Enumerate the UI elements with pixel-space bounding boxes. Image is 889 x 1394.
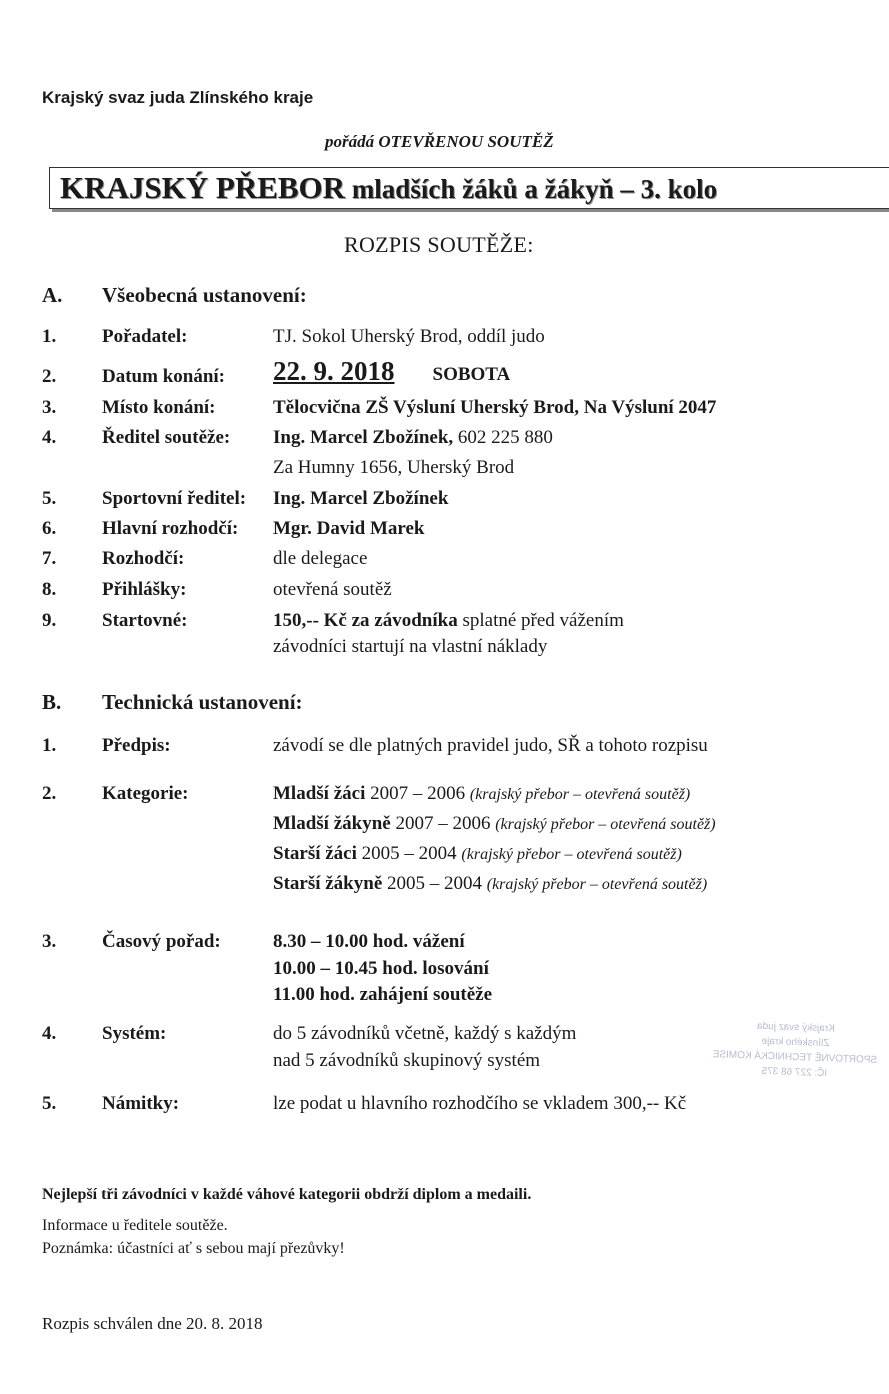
stamp-line: Krajský svaz juda: [756, 1020, 835, 1035]
item-b3-label: Časový pořad:: [102, 931, 221, 952]
item-a3-value: Tělocvična ZŠ Výsluní Uherský Brod, Na Výsluní 2047: [273, 397, 717, 418]
category-row: [273, 843, 682, 865]
category-note: (krajský přebor – otevřená soutěž): [461, 846, 682, 863]
item-a7-value: dle delegace: [273, 548, 368, 569]
item-a4-address: Za Humny 1656, Uherský Brod: [273, 457, 515, 478]
item-a4-value: [273, 427, 553, 449]
item-a8-label: Přihlášky:: [102, 579, 187, 600]
stamp-imprint: [704, 1017, 886, 1091]
event-day: SOBOTA: [432, 364, 511, 385]
item-a9-label: Startovné:: [102, 610, 188, 631]
item-a5-value: Ing. Marcel Zbožínek: [273, 488, 449, 509]
item-a4-num: 4.: [42, 427, 57, 448]
category-note: (krajský přebor – otevřená soutěž): [486, 876, 708, 893]
awards-note: Nejlepší tři závodníci v každé váhové kategorii obdrží diplom a medaili.: [42, 1186, 532, 1203]
item-a2-label: Datum konání:: [102, 366, 225, 387]
item-a1-num: 1.: [42, 326, 57, 347]
schedule-row: 8.30 – 10.00 hod. vážení: [273, 931, 465, 952]
item-b1-label: Předpis:: [102, 735, 171, 756]
item-a2-num: 2.: [42, 366, 57, 387]
title-box: [49, 167, 889, 209]
system-row: do 5 závodníků včetně, každý s každým: [273, 1023, 577, 1044]
section-b-title: Technická ustanovení:: [102, 690, 303, 714]
item-b1-value: závodí se dle platných pravidel judo, SŘ a tohoto rozpisu: [273, 735, 708, 756]
organization-name: Krajský svaz juda Zlínského kraje: [42, 88, 314, 107]
item-b5-value: lze podat u hlavního rozhodčího se vkladem 300,-- Kč: [273, 1093, 687, 1114]
section-a-letter: A.: [42, 283, 63, 307]
category-years: 2007 – 2006: [390, 813, 496, 834]
fee-amount: 150,-- Kč za závodníka: [273, 610, 458, 631]
item-b5-label: Námitky:: [102, 1093, 180, 1114]
item-b1-num: 1.: [42, 735, 57, 756]
item-a6-value: Mgr. David Marek: [273, 518, 425, 539]
schedule-row: 11.00 hod. zahájení soutěže: [273, 984, 493, 1005]
item-a8-value: otevřená soutěž: [273, 579, 392, 600]
category-row: [273, 873, 707, 895]
fee-note: splatné před vážením: [457, 610, 624, 631]
item-a9-num: 9.: [42, 610, 57, 631]
item-a3-num: 3.: [42, 397, 57, 418]
item-a6-label: Hlavní rozhodčí:: [102, 518, 239, 539]
director-name: Ing. Marcel Zbožínek,: [273, 427, 454, 448]
item-a4-label: Ředitel soutěže:: [102, 427, 231, 448]
page-title: [60, 170, 717, 206]
item-a1-label: Pořadatel:: [102, 326, 188, 347]
director-phone: 602 225 880: [453, 427, 553, 448]
category-years: 2005 – 2004: [356, 843, 462, 864]
item-a3-label: Místo konání:: [102, 397, 216, 418]
approval-date: Rozpis schválen dne 20. 8. 2018: [42, 1314, 263, 1333]
item-a5-num: 5.: [42, 488, 57, 509]
item-a5-label: Sportovní ředitel:: [102, 488, 247, 509]
stamp-line: Zlínského kraje: [761, 1035, 830, 1050]
section-b-letter: B.: [42, 690, 62, 714]
title-rest: mladších žáků a žákyň – 3. kolo: [345, 174, 718, 204]
item-a1-value: TJ. Sokol Uherský Brod, oddíl judo: [273, 326, 545, 347]
organizes-line: pořádá OTEVŘENOU SOUTĚŽ: [325, 132, 554, 151]
item-b3-num: 3.: [42, 931, 57, 952]
item-a9-value: [273, 610, 624, 632]
item-a8-num: 8.: [42, 579, 57, 600]
category-note: (krajský přebor – otevřená soutěž): [495, 816, 716, 833]
category-years: 2005 – 2004: [382, 873, 487, 894]
stamp-line: IČ: 227 68 375: [761, 1065, 828, 1080]
category-name: Starší žákyně: [273, 873, 383, 894]
schedule-row: 10.00 – 10.45 hod. losování: [273, 958, 489, 979]
item-a6-num: 6.: [42, 518, 57, 539]
category-name: Mladší žákyně: [273, 813, 391, 834]
category-row: [273, 783, 690, 805]
item-b4-label: Systém:: [102, 1023, 167, 1044]
item-b5-num: 5.: [42, 1093, 57, 1114]
info-note: Informace u ředitele soutěže.: [42, 1217, 228, 1234]
item-a9-line2: závodníci startují na vlastní náklady: [273, 636, 548, 657]
item-a7-num: 7.: [42, 548, 57, 569]
stamp-line: SPORTOVNĚ TECHNICKÁ KOMISE: [712, 1049, 878, 1066]
category-note: (krajský přebor – otevřená soutěž): [469, 786, 691, 803]
event-date: 22. 9. 2018: [273, 356, 395, 386]
item-a7-label: Rozhodčí:: [102, 548, 185, 569]
category-row: [273, 813, 716, 835]
category-name: Mladší žáci: [273, 783, 366, 804]
remark-note: Poznámka: účastníci ať s sebou mají přezůvky!: [42, 1240, 345, 1257]
section-a-title: Všeobecná ustanovení:: [102, 283, 307, 307]
system-row: nad 5 závodníků skupinový systém: [273, 1050, 541, 1071]
subtitle: ROZPIS SOUTĚŽE:: [344, 232, 534, 257]
item-a2-value: [273, 356, 510, 387]
item-b2-num: 2.: [42, 783, 57, 804]
title-bold: KRAJSKÝ PŘEBOR: [60, 170, 346, 205]
item-b4-num: 4.: [42, 1023, 57, 1044]
item-b2-label: Kategorie:: [102, 783, 189, 804]
category-name: Starší žáci: [273, 843, 357, 864]
category-years: 2007 – 2006: [365, 783, 470, 804]
